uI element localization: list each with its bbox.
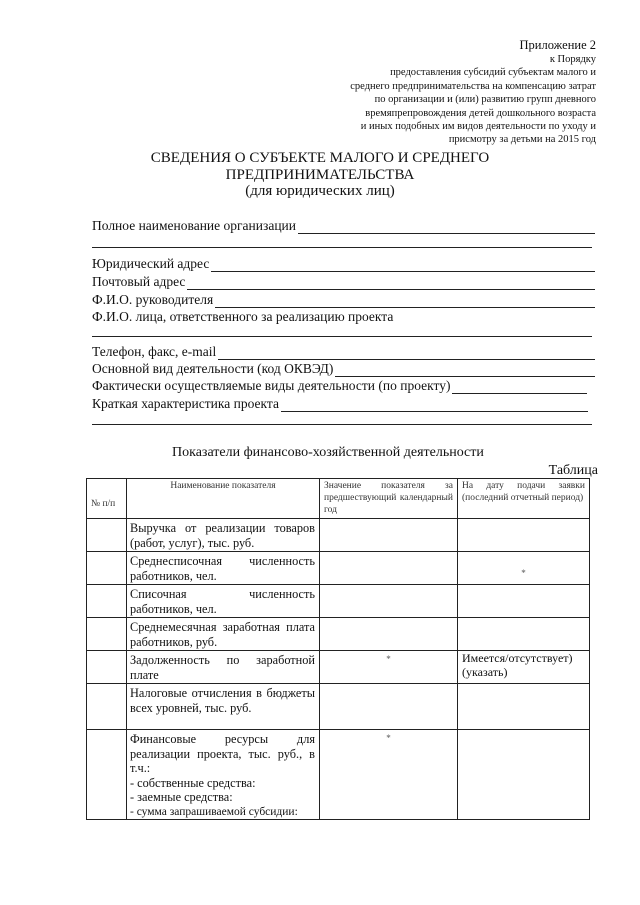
date-value-cell[interactable]	[458, 730, 590, 820]
field-label: Краткая характеристика проекта	[92, 396, 279, 411]
header-num	[87, 479, 127, 519]
title-line-1: СВЕДЕНИЯ О СУБЪЕКТЕ МАЛОГО И СРЕДНЕГО	[150, 150, 490, 166]
fill-line[interactable]	[187, 277, 595, 290]
prev-value-cell[interactable]	[320, 519, 458, 552]
field-label: Почтовый адрес	[92, 274, 186, 289]
prev-value-cell[interactable]	[320, 684, 458, 730]
appendix-line: по организации и (или) развитию групп дневного	[374, 94, 596, 106]
indicator-name: Задолженность по заработной плате	[127, 651, 320, 684]
indicator-name-group	[127, 730, 320, 820]
fill-line[interactable]	[298, 221, 595, 234]
field-label: Фактически осуществляемые виды деятельности (по проекту)	[92, 378, 451, 393]
subitem-own-funds: - собственные средства:	[130, 775, 256, 790]
field-label: Ф.И.О. руководителя	[92, 292, 214, 307]
table-header-row	[87, 479, 590, 519]
indicator-name: Налоговые отчисления в бюджеты всех уровней, тыс. руб.	[127, 684, 320, 730]
field-main-activity[interactable]	[92, 361, 595, 377]
header-prev-year: Значение показателя за предшествующий календарный год	[320, 479, 458, 519]
date-value-cell[interactable]	[458, 651, 590, 684]
appendix-line: присмотру за детьми на 2015 год	[448, 134, 596, 146]
indicators-table	[86, 478, 590, 820]
field-label: Ф.И.О. лица, ответственного за реализацию проекта	[92, 309, 394, 324]
appendix-line: к Порядку	[549, 54, 596, 65]
fill-line[interactable]	[281, 399, 588, 412]
table-row	[87, 618, 590, 651]
form-title	[120, 150, 520, 200]
appendix-line: и иных подобных им видов деятельности по уходу и	[360, 121, 596, 133]
table-row	[87, 519, 590, 552]
appendix-header	[296, 38, 596, 147]
field-director[interactable]	[92, 292, 595, 308]
num-cell	[87, 519, 127, 552]
field-legal-address[interactable]	[92, 256, 595, 272]
num-cell	[87, 684, 127, 730]
title-subtitle: (для юридических лиц)	[245, 183, 395, 199]
field-contacts[interactable]	[92, 344, 595, 360]
fill-line[interactable]	[452, 381, 587, 394]
prev-value-cell[interactable]	[320, 585, 458, 618]
indicator-name: Финансовые ресурсы для реализации проекта, тыс. руб., в т.ч.:	[130, 732, 315, 775]
fill-line[interactable]	[92, 336, 592, 337]
field-label: Основной вид деятельности (код ОКВЭД)	[92, 361, 334, 376]
date-value: Имеется/отсутствует) (указать)	[462, 651, 573, 679]
table-row	[87, 684, 590, 730]
indicator-name: Среднемесячная заработная плата работников, руб.	[127, 618, 320, 651]
date-value-cell[interactable]	[458, 519, 590, 552]
fill-line[interactable]	[211, 259, 595, 272]
field-actual-activity[interactable]	[92, 378, 587, 394]
table-label: Таблица	[548, 463, 598, 478]
table-row	[87, 730, 590, 820]
fill-line[interactable]	[92, 424, 592, 425]
prev-value: *	[386, 654, 391, 664]
appendix-line: Приложение 2	[519, 38, 596, 52]
header-name: Наименование показателя	[127, 479, 320, 519]
field-label: Юридический адрес	[92, 256, 210, 271]
subitem-borrowed-funds: - заемные средства:	[130, 790, 233, 804]
prev-value-cell[interactable]	[320, 552, 458, 585]
num-cell	[87, 618, 127, 651]
num-cell	[87, 730, 127, 820]
prev-value: *	[386, 733, 391, 743]
section-title: Показатели финансово-хозяйственной деятельности	[172, 445, 484, 460]
prev-value-cell[interactable]	[320, 730, 458, 820]
num-cell	[87, 651, 127, 684]
fill-line[interactable]	[215, 295, 595, 308]
field-full-name[interactable]	[92, 218, 595, 234]
header-on-date: На дату подачи заявки (последний отчетный период)	[458, 479, 590, 519]
date-value: *	[521, 568, 526, 578]
appendix-line: среднего предпринимательства на компенсацию затрат	[350, 80, 596, 92]
fill-line[interactable]	[335, 364, 595, 377]
table-row	[87, 552, 590, 585]
field-responsible	[92, 309, 595, 325]
prev-value-cell[interactable]	[320, 651, 458, 684]
appendix-line: предоставления субсидий субъектам малого и	[390, 67, 596, 79]
indicator-name: Выручка от реализации товаров (работ, услуг), тыс. руб.	[127, 519, 320, 552]
date-value-cell[interactable]	[458, 585, 590, 618]
field-project-summary[interactable]	[92, 396, 588, 412]
num-cell	[87, 585, 127, 618]
num-cell	[87, 552, 127, 585]
header-num-text: № п/п	[91, 498, 116, 509]
date-value-cell[interactable]	[458, 618, 590, 651]
date-value-cell[interactable]	[458, 552, 590, 585]
appendix-line: времяпрепровождения детей дошкольного возраста	[365, 107, 596, 119]
title-line-2: ПРЕДПРИНИМАТЕЛЬСТВА	[225, 166, 415, 183]
field-postal-address[interactable]	[92, 274, 595, 290]
prev-value-cell[interactable]	[320, 618, 458, 651]
indicator-name: Среднесписочная численность работников, чел.	[127, 552, 320, 585]
date-value-cell[interactable]	[458, 684, 590, 730]
table-row	[87, 651, 590, 684]
table-row	[87, 585, 590, 618]
subitem-subsidy-amount: - сумма запрашиваемой субсидии:	[130, 805, 298, 818]
field-label: Телефон, факс, e-mail	[92, 344, 217, 359]
fill-line[interactable]	[92, 247, 592, 248]
field-label: Полное наименование организации	[92, 218, 296, 233]
indicator-name: Списочная численность работников, чел.	[127, 585, 320, 618]
fill-line[interactable]	[218, 347, 595, 360]
